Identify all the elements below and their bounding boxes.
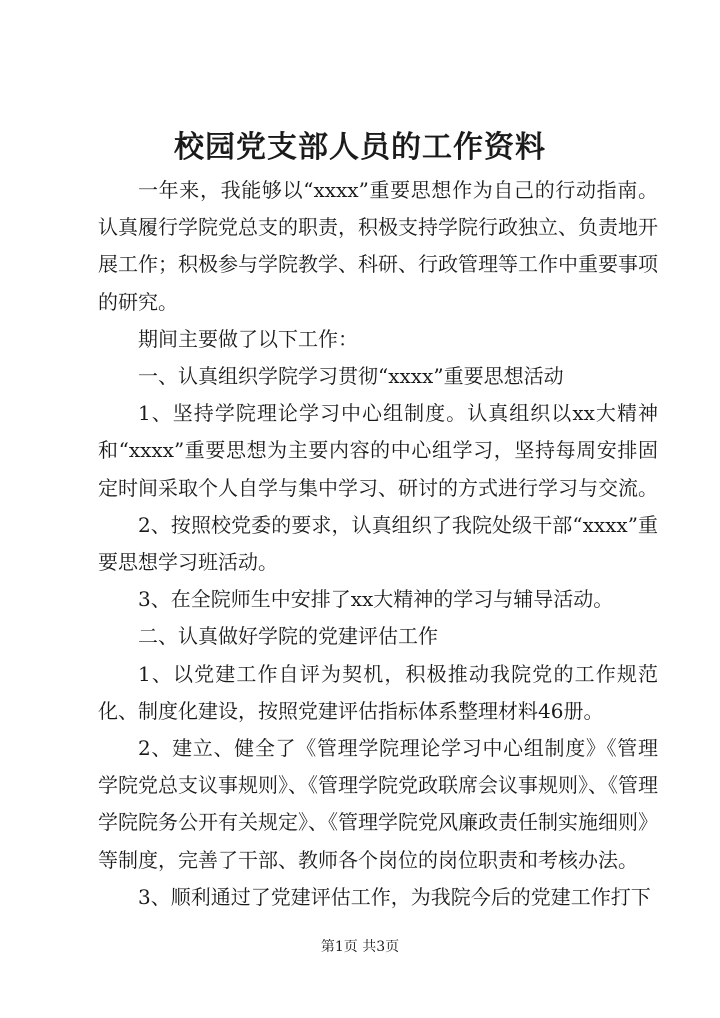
paragraph-item-1-3: 3、在全院师生中安排了xx大精神的学习与辅导活动。 — [138, 587, 614, 612]
paragraph-overview: 期间主要做了以下工作： — [138, 326, 358, 351]
section-heading-1: 一、认真组织学院学习贯彻“xxxx”重要思想活动 — [138, 364, 564, 389]
paragraph-item-1-2: 2、按照校党委的要求，认真组织了我院处级干部“xxxx”重要思想学习班活动。 — [98, 512, 658, 575]
page-number: 第1页 共3页 — [320, 939, 400, 955]
paragraph-item-1-1: 1、坚持学院理论学习中心组制度。认真组织以xx大精神和“xxxx”重要思想为主要内容的中心组学习，坚持每周安排固定时间采取个人自学与集中学习、研讨的方式进行学习与交流。 — [98, 401, 658, 500]
paragraph-item-2-2: 2、建立、健全了《管理学院理论学习中心组制度》《管理学院党总支议事规则》、《管理学院党政联席会议事规则》、《管理学院院务公开有关规定》、《管理学院党风廉政责任制实施细则》等制度，完善了干部、教师各个岗位的岗位职责和考核办法。 — [98, 736, 658, 872]
document-title: 校园党支部人员的工作资料 — [174, 130, 546, 165]
paragraph-item-2-3: 3、顺利通过了党建评估工作，为我院今后的党建工作打下 — [138, 884, 651, 909]
section-heading-2: 二、认真做好学院的党建评估工作 — [138, 624, 438, 649]
document-body — [98, 172, 658, 916]
paragraph-intro: 一年来，我能够以“xxxx”重要思想作为自己的行动指南。认真履行学院党总支的职责，积极支持学院行政独立、负责地开展工作；积极参与学院教学、科研、行政管理等工作中重要事项的研究。 — [98, 178, 658, 314]
paragraph-item-2-1: 1、以党建工作自评为契机，积极推动我院党的工作规范化、制度化建设，按照党建评估指标体系整理材料46册。 — [98, 661, 658, 723]
